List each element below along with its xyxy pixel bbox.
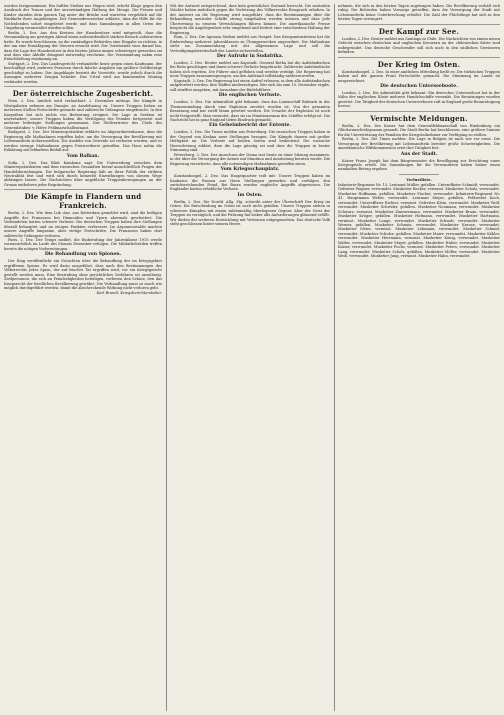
section-subheadline: Im Osten. [237, 192, 263, 198]
article-paragraph: Konstantinopel, 2. Dez. Das Hauptquartier teilt mit: Unsere Truppen haben im Kaukasus die Russen aus ihren Stellungen geworfen und verfolgen den zurückweichenden Feind. Bei Basra wurden englische Angriffe abgewiesen. Die Engländer hatten erhebliche Verluste. [170, 174, 330, 192]
article-paragraph: Paris, 2. Dez. Der Temps meldet, die Einberufung der Jahresklasse 1915 werde voraussichtlich im Laufe des Monats Dezember erfolgen. Die Militärbehörden treffen bereits die nötigen Vorbereitungen. [4, 238, 162, 251]
article-paragraph: Petersburg, 2. Dez. Der Ausschuss der Duma trat heute zu einer Sitzung zusammen, in der über die Versorgung der Armee mit Munition und Ausrüstung beraten wurde. Die Regierung versicherte, dass alle notwendigen Maßnahmen getroffen seien. [170, 152, 330, 166]
article-paragraph: Stuttgart, 2. Dez. Das Landesgericht verhandelte heute gegen einen Kaufmann, der beschuldigt wird, mehrere Personen durch falsche Angaben um größere Geldbeträge geschädigt zu haben. Der Angeklagte bestritt die Vorwürfe, wurde jedoch durch die Aussagen mehrerer Zeugen belastet. Das Urteil wird am kommenden Montag verkündet werden. [4, 61, 162, 84]
article-paragraph: Berlin, 2. Dez. Die Times melden: Die Lage in Belgien ist nach wie vor ernst. Die Versorgung der Bevölkerung mit Lebensmitteln bereitet große Schwierigkeiten. Die amerikanische Hilfskommission setzt ihre Tätigkeit fort. [338, 137, 500, 151]
divider [4, 189, 162, 190]
article-paragraph: Sofia, 2. Dez. Das Blatt Kambana sagt: Die Unterredung zwischen dem Ministerpräsidenten und dem russischen Gesandten betraf ausschließlich Fragen der Handelsbeziehungen. Die bulgarische Regierung hält an ihrer Politik der strikten Neutralität fest und wird sich durch keinerlei Einwirkungen von diesem Wege abbringen lassen. Die Nachrichten über angebliche Truppenbewegungen an der Grenze entbehren jeder Begründung. [4, 160, 162, 187]
article-paragraph: Berlin, 2. Dez. Die Nordd. Allg. Ztg. schreibt unter der Überschrift Der Krieg im Osten: Die Entscheidung im Osten ist noch nicht gefallen. Unsere Truppen stehen in schweren Kämpfen mit einem zahlenmäßig überlegenen Gegner. Aber der Geist der Truppen ist vorzüglich, und die Führung hat bisher alle Anforderungen glänzend erfüllt. Wir dürfen der weiteren Entwicklung mit Vertrauen entgegensehen. Das deutsche Volk steht geschlossen hinter seinem Heere. [170, 199, 330, 227]
divider [399, 174, 439, 175]
section-headline: Der Kampf zur See. [378, 26, 460, 36]
article-paragraph: nehmen, die sich in den letzten Tagen zugetragen haben. Die Bevölkerung verhält sich ruhig. Die Behörden haben Vorsorge getroffen, dass die Versorgung der Stadt mit Lebensmitteln keine Unterbrechung erleidet. Die Zahl der Flüchtlinge hat sich in den letzten Tagen verringert. [338, 4, 500, 22]
list-heading: Verlustliste. [406, 176, 432, 182]
section-headline: Der Krieg im Osten. [377, 59, 461, 69]
divider [338, 24, 500, 25]
article-paragraph: London, 2. Dez. Die Admiralität gibt bekannt: Ein deutsches Unterseeboot hat in der Nähe der englischen Küste mehrere Handelsschiffe versenkt. Die Besatzungen wurden gerettet. Die Tätigkeit der deutschen Unterseeboote ruft in England große Beunruhigung hervor. [338, 90, 500, 109]
column-2 [170, 4, 330, 227]
article-paragraph: Kapstadt, 2. Dez. Die Regierung hat einen Aufruf erlassen, in dem alle Aufständischen aufgefordert werden, ihre Waffen niederzulegen. Wer sich bis zum 10. Dezember ergibt, soll straffrei ausgehen, mit Ausnahme der Rädelsführer. [170, 78, 330, 92]
section-subheadline: Vom Balkan. [66, 153, 100, 159]
article-paragraph: London, 2. Dez. Die Times melden aus Petersburg: Die russischen Truppen haben in der Gegend von Krakau neue Stellungen bezogen. Die Kämpfe dauern mit großer Heftigkeit an. Die Verluste auf beiden Seiten sind bedeutend. Die russische Heeresleitung erklärt, dass die Lage günstig sei und dass die Truppen in bester Stimmung sind. [170, 130, 330, 153]
casualty-list: Infanterie-Regiment Nr. 15. Leutnant Müller, gefallen. Unteroffizier Schmidt, verwundet. Gefreiter Wagner, verwundet. Musketier Becker, vermisst. Musketier Schulz, verwundet. Musketier Hoffmann, gefallen. Musketier Fischer, verwundet. Infanterie-Regiment Nr. 41. Hauptmann Weber, verwundet. Leutnant Meyer, gefallen. Feldwebel Koch, verwundet. Unteroffizier Richter, vermisst. Gefreiter Klein, verwundet. Musketier Wolf, verwundet. Musketier Schröder, gefallen. Musketier Neumann, verwundet. Musketier Schwarz, vermisst. Musketier Zimmermann, verwundet. Musketier Braun, verwundet. Musketier Krüger, gefallen. Musketier Hofmann, verwundet. Musketier Hartmann, vermisst. Musketier Lange, verwundet. Musketier Schmitt, verwundet. Musketier Werner, gefallen. Musketier Schmitz, verwundet. Musketier Krause, verwundet. Musketier Meier, vermisst. Musketier Lehmann, verwundet. Musketier Schmid, verwundet. Musketier Schulze, gefallen. Musketier Maier, verwundet. Musketier Köhler, verwundet. Musketier Herrmann, vermisst. Musketier König, verwundet. Musketier Walter, verwundet. Musketier Mayer, gefallen. Musketier Huber, verwundet. Musketier Kaiser, verwundet. Musketier Fuchs, vermisst. Musketier Peters, verwundet. Musketier Lang, verwundet. Musketier Scholz, gefallen. Musketier Möller, verwundet. Musketier Weiß, verwundet. Musketier Jung, vermisst. Musketier Hahn, verwundet. [338, 182, 500, 259]
article-paragraph: London, 2. Dez. Reuter meldet aus Santiago in Chile: Die Nachrichten von einem neuen Gefecht zwischen deutschen und englischen Kreuzern an der chilenischen Küste sind unbegründet. Das deutsche Geschwader soll sich noch in den südlichen Gewässern befinden. [338, 36, 500, 55]
column-3 [338, 4, 500, 259]
divider [338, 57, 500, 58]
column-divider [334, 4, 335, 711]
article-paragraph: worden festgenommen. Ein Saftler Stoiber aus Hagen wird, erhebt Klage gegen den Ausdruck der Trauer und der unverständigen Haltung der Menge. Die Frauen und Kinder standen dem ganzen Tag unter der Brücke und warteten vergeblich auf die Rückkehr ihrer Angehörigen. Der Gemeindevorsteher erklärte, dass die Hilfe für die Notleidenden sofort eingeleitet werde und dass Sammlungen in allen Orten der Umgebung veranstaltet werden sollen. [4, 4, 162, 31]
section-subheadline: Die Behandlung von Spionen. [44, 252, 122, 258]
section-subheadline: Vom Kriegsschauplatz. [220, 167, 280, 173]
section-subheadline: Die deutschen Unterseeboote. [380, 83, 458, 89]
column-1 [4, 4, 162, 295]
article-paragraph: Mit der Antwort entsprechend, dass kein gesetzlicher Zustand herrscht. Die neutralen Mächte haben mehrfach gegen die Verletzung des Völkerrechts Einspruch erhoben. In der Antwort an die Regierung wird ausgeführt, dass die Bestimmungen über die Behandlung neutraler Schiffe streng eingehalten werden müssen und dass jede Übertretung zu ernsten Verwicklungen führen könnte. Die amerikanische Presse bespricht die Angelegenheit sehr eingehend und fordert eine entschiedene Haltung der Regierung. [170, 4, 330, 35]
article-paragraph: Rom, 2. Dez. Die Agenzia Stefani meldet aus Neapel: Das Kriegsministerium hat die Einberufung mehrerer Jahresklassen zu Übungszwecken angeordnet. Die Maßnahme steht im Zusammenhang mit der allgemeinen Lage und soll die Verteidigungsbereitschaft des Landes sicherstellen. [170, 35, 330, 53]
section-subheadline: Ein Geheimbericht der Entente. [208, 123, 292, 129]
article-paragraph: London, 2. Dez. Die Admiralität gibt bekannt, dass das Linienschiff Bulwark in der Themsemündung durch eine Explosion zerstört worden ist. Von der gesamten Besatzung sind nur zwölf Mann gerettet worden. Die Ursache der Explosion ist noch nicht festgestellt. Man vermutet, dass sie im Munitionsraum des Schiffes erfolgt ist. Die Nachricht hat in ganz England tiefen Eindruck gemacht. [170, 100, 330, 122]
article-paragraph: Der Eing veröffentlicht ein Gutachten über die Behandlung der im Kriegsgebiet ergriffenen Spione. Es wird darin ausgeführt, dass nach den Bestimmungen des Völkerrechts jeder Spion, der auf frischer Tat ergriffen wird, vor ein Kriegsgericht gestellt werden muss. Eine Bestrafung ohne gerichtliches Verfahren sei unzulässig. Zivilpersonen, die sich an Feindseligkeiten beteiligen, verlieren den Schutz, den das Kriegsrecht der friedlichen Bevölkerung gewährt. Die Verhandlung muss so rasch wie möglich durchgeführt werden, damit die abschreckende Wirkung nicht verloren geht. [4, 259, 162, 291]
section-headline: Der österreichische Zugesbericht. [12, 89, 154, 99]
section-subheadline: Die englischen Verluste. [218, 93, 282, 99]
article-paragraph: Budapest, 2. Dez. Der Ministerpräsident erklärte im Abgeordnetenhause, dass die Regierung alle Maßnahmen ergriffen habe, um die Versorgung der Bevölkerung mit Lebensmitteln sicherzustellen. Die Ausfuhr von Getreide sei verboten worden, und es werden strenge Maßnahmen gegen Preistreiberei getroffen. Das Haus nahm die Erklärung mit lebhaftem Beifall auf. [4, 130, 162, 153]
article-paragraph: Wien, 2. Dez. Amtlich wird verlautbart: 2. Dezember mittags. Die Kämpfe in Westgalizien nehmen am Dunajec an Ausdehnung zu. Unsere Truppen haben an mehreren Stellen Fortschritte gemacht und zahlreiche Gefangene eingebracht. In den Karpathen hat sich nichts von Bedeutung ereignet. Die Lage in Serbien ist unverändert; unsere Truppen haben die Verfolgung des Feindes fortgesetzt und mehrere befestigte Stellungen genommen. Der Stellvertreter des Chefs des Generalstabes: v. Höfer, Feldmarschalleutnant. [4, 99, 162, 130]
author-signature: Karl Brandt, Kriegsberichterstatter. [96, 290, 162, 295]
divider [338, 111, 500, 112]
article-paragraph: Konstantinopel, 2. Dez. In einer amtlichen Mitteilung heißt es: Die türkischen Truppen haben auf der ganzen Front Fortschritte gemacht. Die Stimmung im Lande ist ausgezeichnet. [338, 69, 500, 83]
section-headline: Vermischte Meldungen. [370, 113, 468, 123]
article-paragraph: Berlin, 2. Dez. Aus den Kreisen der Hausbesitzer wird mitgeteilt, dass die Versammlung am gestrigen Abend einen außerordentlich starken Besuch aufzuweisen hatte. Es wurde beschlossen, an die zuständigen Behörden eine Eingabe zu richten, in der um eine Ermäßigung der Steuern ersucht wird. Der Vorsitzende wies darauf hin, dass die Lage der Hausbesitzer in den letzten Jahren immer schwieriger geworden sei und dass eine Abhilfe dringend notwendig erscheine. Die Versammlung nahm eine Entschließung einstimmig an. [4, 30, 162, 62]
column-divider [166, 4, 167, 711]
divider [4, 86, 162, 87]
section-headline: Die Kämpfe in Flandern und Frankreich. [24, 192, 142, 211]
article-paragraph: Kaiser Franz Joseph hat dem Bürgermeister die Bewilligung zur Errichtung eines Kriegsspitals erteilt. Die Sammlungen für die Verwundeten haben bisher einen namhaften Betrag ergeben. [338, 158, 500, 172]
section-subheadline: Aus der Stadt. [400, 151, 438, 157]
article-paragraph: Berlin, 2. Dez. Wie dem Lok.-Anz. aus Rotterdam gemeldet wird, sind die heftigen Angriffe der Franzosen bei Dixmuiden und Ypern abermals gescheitert. Die Verbündeten hatten schwere Verluste. Die deutschen Truppen haben ihre Stellungen überall behauptet und an einigen Punkten verbessert. Im Argonnenwalde machen unsere Angriffe langsame, aber stetige Fortschritte. Die Franzosen haben dort zahlreiche Gefangene verloren. [4, 211, 162, 238]
article-paragraph: Berlin, 2. Dez. Der Kaiser hat dem Generalfeldmarschall von Hindenburg ein Glückwunschtelegramm gesandt. Die Stadt Berlin hat beschlossen, eine größere Summe für die Unterstützung der Familien der Kriegsteilnehmer zur Verfügung zu stellen. [338, 123, 500, 137]
article-paragraph: London, 2. Dez. Reuter meldet aus Kapstadt: General Botha hat die Aufständischen bei Reitz geschlagen und ihnen schwere Verluste beigebracht. Zahlreiche Aufständische haben sich ergeben. Die Führer sind geflohen und werden verfolgt. Die Regierung hat neue Truppen zusammengezogen, um den Aufstand vollständig niederzuwerfen. [170, 60, 330, 79]
section-subheadline: Der Aufruhr in Sudafrika. [216, 53, 284, 59]
